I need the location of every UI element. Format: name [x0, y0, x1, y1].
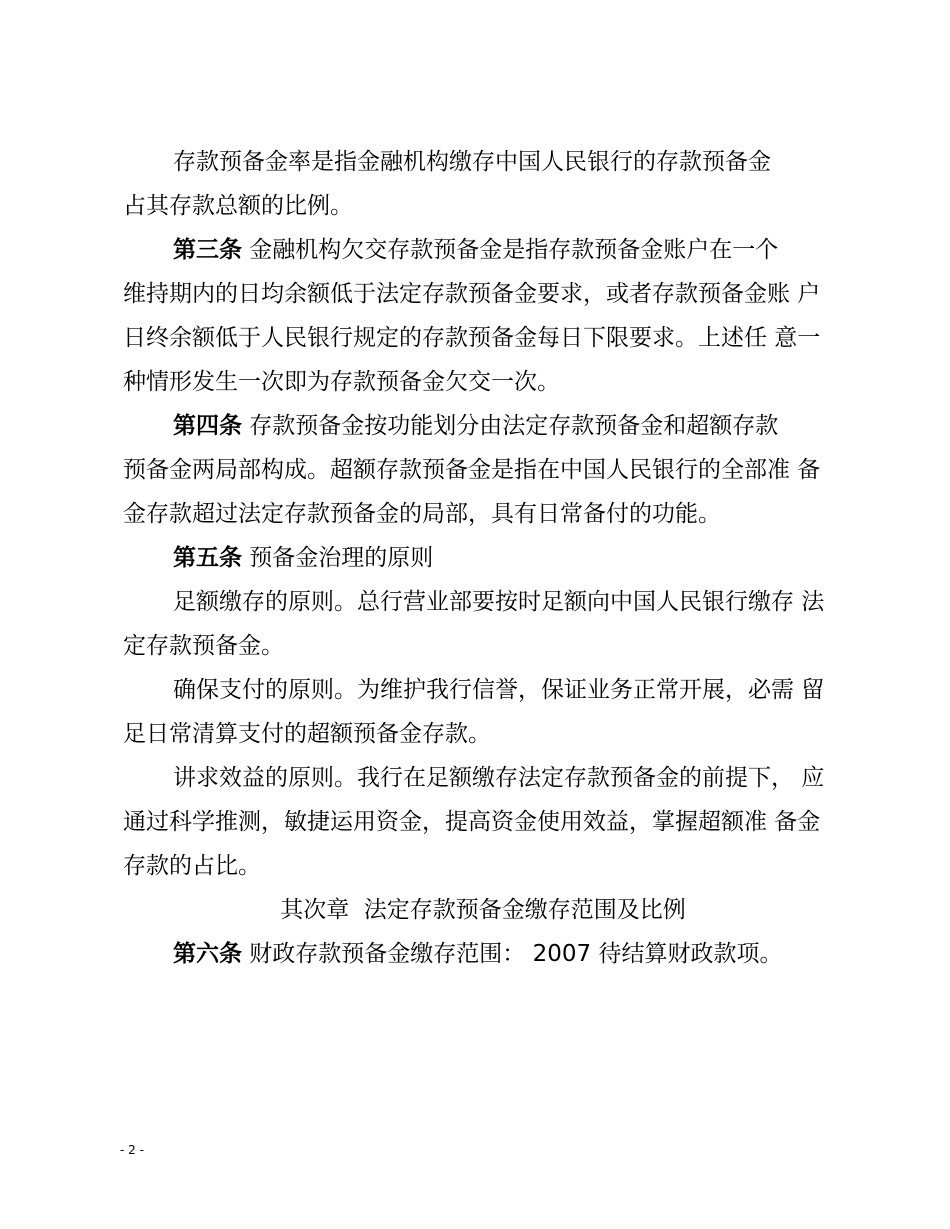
- text-line: 存款预备金率是指金融机构缴存中国人民银行的存款预备金: [173, 149, 771, 175]
- text-line: 确保支付的原则。为维护我行信誉，保证业务正常开展，必需 留: [173, 677, 825, 703]
- paragraph-reserve-ratio-definition: [123, 140, 843, 228]
- text-line: 足日常清算支付的超额预备金存款。: [123, 721, 491, 747]
- text-line: 通过科学推测，敏捷运用资金，提高资金使用效益，掌握超额准 备金: [123, 809, 821, 835]
- article-six: [123, 932, 843, 976]
- article-text: 存款预备金按功能划分由法定存款预备金和超额存款: [242, 413, 779, 439]
- article-heading: 第五条: [173, 545, 242, 571]
- article-three: [123, 228, 843, 404]
- text-line: [123, 932, 843, 976]
- text-line: 讲求效益的原则。我行在足额缴存法定存款预备金的前提下， 应: [173, 765, 825, 791]
- article-text: 财政存款预备金缴存范围： 2007 待结算财政款项。: [242, 941, 783, 967]
- text-line: 定存款预备金。: [123, 633, 284, 659]
- page-number: - 2 -: [120, 1143, 144, 1157]
- principle-efficiency: [123, 756, 843, 888]
- text-line: [123, 536, 843, 580]
- article-heading: 第三条: [173, 237, 242, 263]
- article-five: [123, 536, 843, 580]
- text-line: 足额缴存的原则。总行营业部要按时足额向中国人民银行缴存 法: [173, 589, 825, 615]
- text-line: 预备金两局部构成。超额存款预备金是指在中国人民银行的全部准 备: [123, 457, 821, 483]
- text-line: 占其存款总额的比例。: [123, 193, 353, 219]
- text-line: 存款的占比。: [123, 853, 261, 879]
- text-line: 种情形发生一次即为存款预备金欠交一次。: [123, 369, 560, 395]
- text-line: [123, 228, 843, 272]
- document-body: [123, 140, 843, 976]
- principle-full-deposit: [123, 580, 843, 668]
- text-line: 金存款超过法定存款预备金的局部，具有日常备付的功能。: [123, 501, 721, 527]
- article-text: 金融机构欠交存款预备金是指存款预备金账户在一个: [242, 237, 779, 263]
- text-line: 维持期内的日均余额低于法定存款预备金要求，或者存款预备金账 户: [123, 281, 821, 307]
- article-four: [123, 404, 843, 536]
- text-line: 日终余额低于人民银行规定的存款预备金每日下限要求。上述任 意一: [123, 325, 821, 351]
- article-heading: 第四条: [173, 413, 242, 439]
- text-line: [123, 404, 843, 448]
- article-heading: 第六条: [173, 941, 242, 967]
- chapter-title: 其次章 法定存款预备金缴存范围及比例: [280, 897, 686, 923]
- article-text: 预备金治理的原则: [242, 545, 434, 571]
- principle-ensure-payment: [123, 668, 843, 756]
